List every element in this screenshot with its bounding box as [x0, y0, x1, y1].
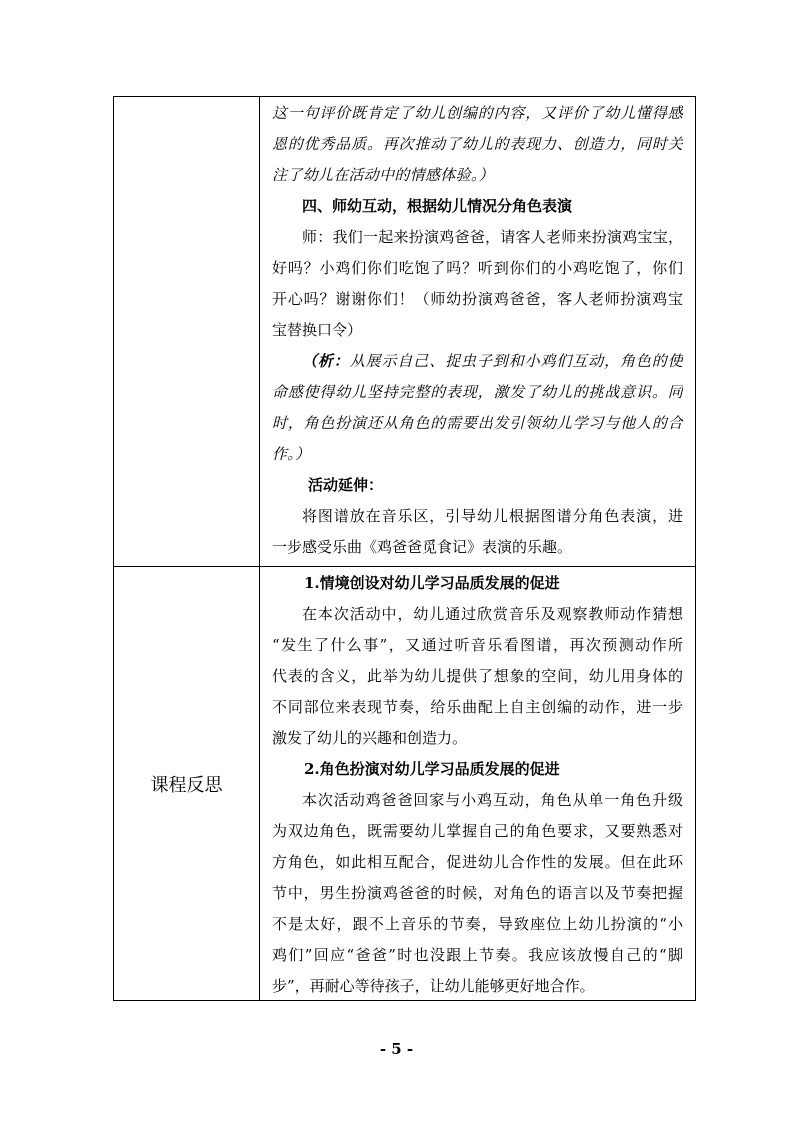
- analysis-text-line: [272, 346, 683, 377]
- body-text-line: 鸡们”回应“爸爸”时也没跟上节奏。我应该放慢自己的“脚: [272, 946, 683, 964]
- section-heading: 2.角色扮演对幼儿学习品质发展的促进: [304, 760, 560, 778]
- body-text-line: 将图谱放在音乐区，引导幼儿根据图谱分角色表演，进: [302, 507, 683, 525]
- table-row: [114, 567, 695, 1000]
- body-text-line: 宝替换口令）: [272, 321, 363, 339]
- body-text-line: 一步感受乐曲《鸡爸爸觅食记》表演的乐趣。: [272, 538, 573, 556]
- analysis-text-line: 恩的优秀品质。再次推动了幼儿的表现力、创造力，同时关: [272, 135, 683, 153]
- analysis-text-line: 作。）: [272, 445, 311, 463]
- analysis-text-line: 这一句评价既肯定了幼儿创编的内容，又评价了幼儿懂得感: [272, 104, 683, 122]
- analysis-text-line: 命感使得幼儿坚持完整的表现，激发了幼儿的挑战意识。同: [272, 383, 683, 401]
- activity-process-cell: [260, 97, 695, 566]
- body-text-line: 方角色，如此相互配合，促进幼儿合作性的发展。但在此环: [272, 853, 683, 871]
- analysis-text-line: 注了幼儿在活动中的情感体验。）: [272, 166, 495, 184]
- body-text-line: 节中，男生扮演鸡爸爸的时候，对角色的语言以及节奏把握: [272, 884, 683, 902]
- analysis-prefix: （析：: [302, 352, 350, 370]
- course-reflection-label: 课程反思: [150, 774, 223, 796]
- body-text-line: 在本次活动中，幼儿通过欣赏音乐及观察教师动作猜想: [302, 605, 683, 623]
- body-text-line: 步”，再耐心等待孩子，让幼儿能够更好地合作。: [272, 977, 595, 995]
- body-text-line: 本次活动鸡爸爸回家与小鸡互动，角色从单一角色升级: [302, 791, 683, 809]
- section-heading: 四、师幼互动，根据幼儿情况分角色表演: [302, 197, 573, 215]
- course-reflection-cell: [260, 567, 695, 1000]
- body-text-line: 代表的含义，此举为幼儿提供了想象的空间，幼儿用身体的: [272, 667, 683, 685]
- content-table: [113, 96, 696, 1001]
- body-text-line: 开心吗？谢谢你们！（师幼扮演鸡爸爸，客人老师扮演鸡宝: [272, 290, 683, 308]
- body-text-line: 不同部位来表现节奏，给乐曲配上自主创编的动作，进一步: [272, 698, 683, 716]
- body-text-line: 不是太好，跟不上音乐的节奏，导致座位上幼儿扮演的“小: [272, 915, 683, 933]
- extension-heading: 活动延伸：: [308, 476, 384, 494]
- body-text-line: 为双边角色，既需要幼儿掌握自己的角色要求，又要熟悉对: [272, 822, 683, 840]
- analysis-text-line: 时，角色扮演还从角色的需要出发引领幼儿学习与他人的合: [272, 414, 683, 432]
- empty-label-cell: [114, 97, 259, 566]
- table-row: [114, 97, 695, 567]
- page-number: - 5 -: [379, 1040, 414, 1058]
- analysis-text: 从展示自己、捉虫子到和小鸡们互动，角色的使: [349, 352, 683, 370]
- section-heading: 1.情境创设对幼儿学习品质发展的促进: [304, 574, 560, 592]
- body-text-line: 激发了幼儿的兴趣和创造力。: [272, 729, 468, 747]
- body-text-line: “发生了什么事”，又通过听音乐看图谱，再次预测动作所: [272, 636, 683, 654]
- body-text-line: 好吗？小鸡们你们吃饱了吗？听到你们的小鸡吃饱了，你们: [272, 259, 683, 277]
- body-text-line: 师：我们一起来扮演鸡爸爸，请客人老师来扮演鸡宝宝，: [302, 228, 683, 246]
